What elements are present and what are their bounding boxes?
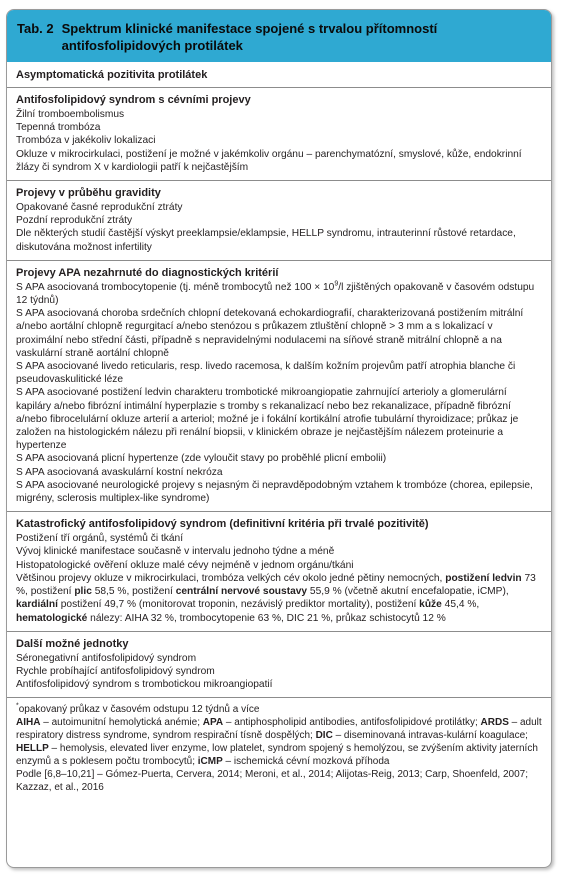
item-text: nálezy: AIHA 32 %, trombocytopenie 63 %, DIC 21 %, průkaz schistocytů 12 % bbox=[87, 612, 446, 624]
list-item: Histopatologické ověření okluze malé cévy nejméně v jednom orgánu/tkáni bbox=[16, 559, 354, 571]
abbr-text: – autoimunitní hemolytická anémie; bbox=[40, 717, 203, 729]
item-text: Většinou projevy okluze v mikrocirkulaci, trombóza velkých cév okolo jedné pětiny nemocných, bbox=[16, 572, 446, 584]
abbr-text: – antiphospholipid antibodies, antifosfolipidové protilátky; bbox=[223, 717, 481, 729]
abbr-text: – adult respiratory distress syndrome, syndrom respirační tísně dospělých; bbox=[16, 717, 542, 742]
item-text: 45,4 %, bbox=[441, 599, 480, 611]
list-item: S APA asociovaná choroba srdečních chlopní detekovaná echokardiografií, charakterizovaná postižením mitrální a/nebo aortální chlopně regurgitací a/nebo stenózou s průkazem ztluštění chlopně > 3 mm a s lokalizací v proximální nebo střední části, případně s nepravidelnými nodulacemi na síňové straně mitrální chlopně a na vaskulární straně aortální chlopně bbox=[16, 308, 524, 359]
superscript: 9 bbox=[334, 280, 339, 288]
bold-term: plic bbox=[74, 586, 92, 598]
table-footnote bbox=[7, 698, 551, 794]
section-vascular bbox=[7, 88, 551, 181]
bold-term: centrální nervové soustavy bbox=[175, 586, 308, 598]
item-text: /l zjištěných opakovaně v časovém odstupu 12 týdnů) bbox=[16, 281, 535, 307]
footnote-references: Podle [6,8–10,21] – Gómez-Puerta, Cervera, 2014; Meroni, et al., 2014; Alijotas-Reig, 2013; Carp, Shoenfeld, 2007; Kazzaz, et al., 2016 bbox=[16, 769, 528, 794]
section-heading: Asymptomatická pozitivita protilátek bbox=[16, 69, 208, 81]
item-text: 73 %, postižení bbox=[16, 572, 536, 598]
abbr-term: AIHA bbox=[16, 717, 41, 729]
list-item: S APA asociované neurologické projevy s nejasným či nepravděpodobným vztahem k trombóze (chorea, epilepsie, migrény, sclerosis multiplex-like syndrome) bbox=[16, 479, 533, 505]
abbr-term: HELLP bbox=[16, 743, 49, 755]
asterisk: * bbox=[16, 702, 19, 710]
abbr-term: DIC bbox=[315, 730, 333, 742]
section-heading: Antifosfolipidový syndrom s cévními projevy bbox=[16, 94, 251, 106]
abbr-text: – hemolysis, elevated liver enzyme, low platelet, syndrom spojený s hemolýzou, se zvýšením aktivity jaterních enzymů a s poklesem počtu trombocytů; bbox=[16, 743, 538, 768]
list-item: Opakované časné reprodukční ztráty bbox=[16, 202, 183, 214]
list-item: Trombóza v jakékoliv lokalizaci bbox=[16, 135, 156, 147]
list-item: Pozdní reprodukční ztráty bbox=[16, 215, 133, 227]
abbr-term: ARDS bbox=[480, 717, 509, 729]
abbr-term: APA bbox=[202, 717, 224, 729]
list-item: Séronegativní antifosfolipidový syndrom bbox=[16, 652, 197, 664]
list-item: S APA asociovaná avaskulární kostní nekróza bbox=[16, 466, 223, 478]
list-item: Rychle probíhající antifosfolipidový syndrom bbox=[16, 665, 215, 677]
list-item: Okluze v mikrocirkulaci, postižení je možné v jakémkoliv orgánu – parenchymatózní, smyslové, kůže, endokrinní žlázy či syndrom X v kardiologii patří k nejčastějším bbox=[16, 148, 522, 173]
section-heading: Katastrofický antifosfolipidový syndrom (definitivní kritéria při trvalé pozitivitě) bbox=[16, 518, 429, 531]
section-asymptomatic bbox=[7, 62, 551, 88]
footnote-note bbox=[16, 703, 542, 716]
bold-term: kardiální bbox=[16, 599, 58, 611]
list-item: Antifosfolipidový syndrom s trombotickou mikroangiopatií bbox=[16, 679, 273, 691]
list-item bbox=[16, 281, 542, 307]
list-item: S APA asociované livedo reticularis, resp. livedo racemosa, k dalším kožním projevům patří atrophia blanche či pseudovaskulitické léze bbox=[16, 361, 516, 386]
abbr-text: – diseminovaná intravas-kulární koagulace; bbox=[332, 730, 528, 742]
table-number: Tab. 2 bbox=[17, 21, 54, 36]
bold-term: kůže bbox=[419, 599, 442, 611]
item-text: 55,9 % (včetně akutní encefalopatie, iCMP), bbox=[307, 586, 509, 598]
bold-term: postižení ledvin bbox=[445, 572, 522, 584]
abbr-text: – ischemická cévní mozková příhoda bbox=[222, 756, 390, 768]
item-text: 58,5 %, postižení bbox=[91, 586, 176, 598]
list-item: Tepenná trombóza bbox=[16, 122, 101, 134]
table-card bbox=[6, 9, 552, 868]
table-title: Spektrum klinické manifestace spojené s trvalou přítomností antifosfolipidových protilátek bbox=[61, 21, 438, 53]
section-heading: Projevy v průběhu gravidity bbox=[16, 187, 161, 200]
section-heading: Další možné jednotky bbox=[16, 637, 129, 650]
list-item: Vývoj klinické manifestace současně v intervalu jednoho týdne a méně bbox=[16, 546, 335, 558]
section-catastrophic bbox=[7, 512, 551, 631]
footnote-abbreviations bbox=[16, 716, 542, 768]
abbr-term: iCMP bbox=[197, 756, 223, 768]
list-item: S APA asociovaná plicní hypertenze (zde vyloučit stavy po proběhlé plicní embolii) bbox=[16, 453, 387, 465]
section-further bbox=[7, 632, 551, 699]
table-header bbox=[7, 10, 551, 62]
section-pregnancy bbox=[7, 181, 551, 261]
bold-term: hematologické bbox=[16, 612, 88, 624]
list-item: Postižení tří orgánů, systémů či tkání bbox=[16, 533, 184, 545]
section-heading: Projevy APA nezahrnuté do diagnostických kritérií bbox=[16, 266, 279, 279]
list-item bbox=[16, 572, 542, 625]
item-text: S APA asociovaná trombocytopenie (tj. méně trombocytů než 100 × 10 bbox=[16, 281, 335, 293]
list-item: Dle některých studií častější výskyt preeklampsie/eklampsie, HELLP syndromu, intrauterinní růstové retardace, diskutována možnost infertility bbox=[16, 228, 516, 253]
section-other-apa bbox=[7, 261, 551, 512]
footnote-text: opakovaný průkaz v časovém odstupu 12 týdnů a více bbox=[18, 704, 260, 716]
item-text: postižení 49,7 % (monitorovat troponin, nezávislý prediktor mortality), postižení bbox=[57, 599, 420, 611]
list-item: S APA asociované postižení ledvin charakteru trombotické mikroangiopatie zahrnující arterioly a glomerulární kapiláry a/nebo fibrózní intimální hyperplazie s tromby s rekanalizací nebo bez rekanalizace, případně fibrózní a/nebo fibrocelulární okluze arterií a arteriol; možné je i fokální kortikální atrofie tubulární thyroidizace; průkaz je založen na histologickém nálezu při renální biopsii, v klinickém obraze je nejčastějším nálezem proteinurie a hypertenze bbox=[16, 387, 519, 452]
list-item: Žilní tromboembolismus bbox=[16, 109, 125, 120]
